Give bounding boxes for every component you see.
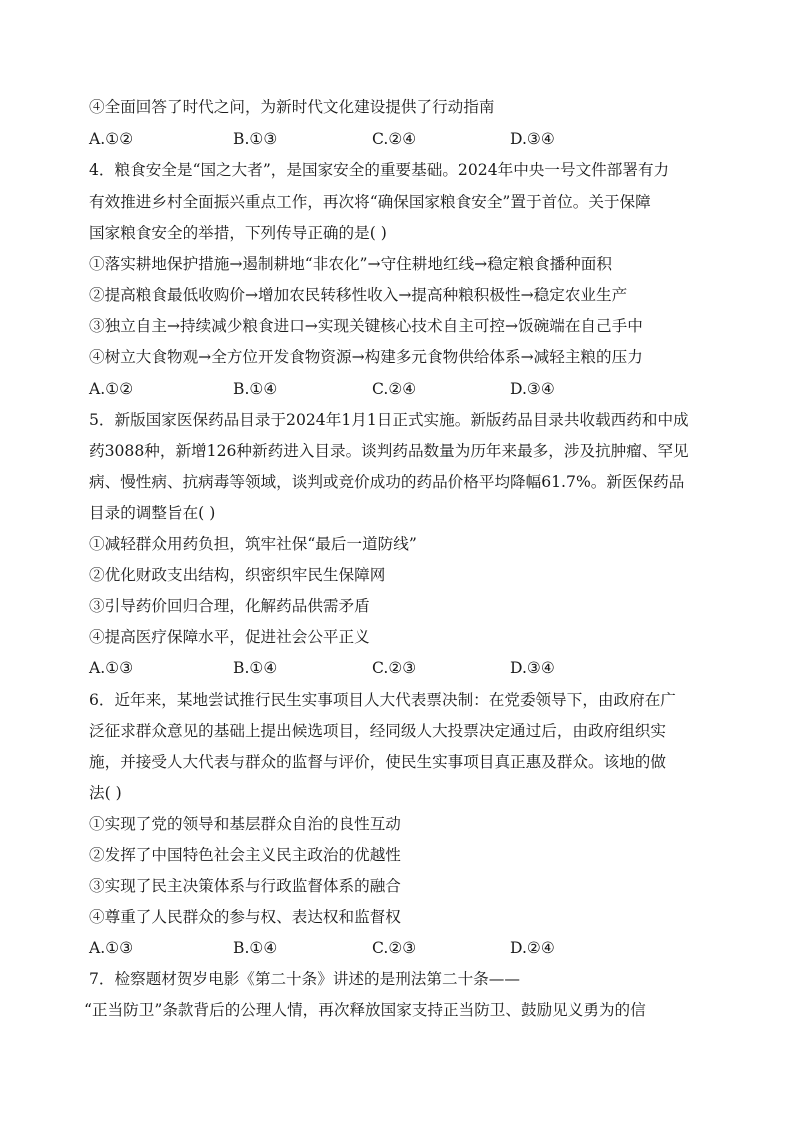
q6-item-2: ②发挥了中国特色社会主义民主政治的优越性	[89, 846, 401, 864]
q3-option-c: C.②④	[372, 130, 417, 148]
q7-stem-line-1: 7．检察题材贺岁电影《第二十条》讲述的是刑法第二十条——	[89, 970, 520, 988]
q5-stem-line-2: 药3088种，新增126种新药进入目录。谈判药品数量为历年来最多，涉及抗肿瘤、罕见	[89, 442, 689, 460]
q5-stem-line-3: 病、慢性病、抗病毒等领域，谈判或竞价成功的药品价格平均降幅61.7%。新医保药品	[89, 473, 685, 491]
q6-stem-line-1: 6．近年来，某地尝试推行民生实事项目人大代表票决制：在党委领导下，由政府在广	[89, 691, 676, 709]
q6-option-a: A.①③	[89, 939, 134, 957]
q6-item-3: ③实现了民主决策体系与行政监督体系的融合	[89, 877, 401, 895]
q6-option-c: C.②③	[372, 939, 417, 957]
q6-stem-line-2: 泛征求群众意见的基础上提出候选项目，经同级人大投票决定通过后，由政府组织实	[89, 722, 666, 740]
q5-option-d: D.③④	[510, 659, 555, 677]
q4-item-1: ①落实耕地保护措施→遏制耕地“非农化”→守住耕地红线→稳定粮食播种面积	[89, 255, 612, 273]
q4-option-b: B.①④	[233, 380, 278, 398]
q4-stem-line-3: 国家粮食安全的举措，下列传导正确的是( )	[89, 224, 387, 242]
q6-item-4: ④尊重了人民群众的参与权、表达权和监督权	[89, 908, 401, 926]
q6-options	[89, 938, 709, 958]
q4-option-c: C.②④	[372, 380, 417, 398]
q5-stem-line-4: 目录的调整旨在( )	[89, 504, 216, 522]
q4-option-d: D.③④	[510, 380, 555, 398]
q3-options	[89, 129, 709, 149]
q3-option-a: A.①②	[89, 130, 134, 148]
q4-options	[89, 379, 709, 399]
q6-stem-line-3: 施，并接受人大代表与群众的监督与评价，使民生实事项目真正惠及群众。该地的做	[89, 753, 666, 771]
q3-item-4: ④全面回答了时代之问，为新时代文化建设提供了行动指南	[89, 98, 495, 116]
q5-option-b: B.①④	[233, 659, 278, 677]
q3-option-d: D.③④	[510, 130, 555, 148]
q5-item-1: ①减轻群众用药负担，筑牢社保“最后一道防线”	[89, 535, 417, 553]
q4-item-3: ③独立自主→持续减少粮食进口→实现关键核心技术自主可控→饭碗端在自己手中	[89, 317, 643, 335]
q6-stem-line-4: 法( )	[89, 784, 122, 802]
q5-stem-line-1: 5．新版国家医保药品目录于2024年1月1日正式实施。新版药品目录共收载西药和中成	[89, 411, 689, 429]
q6-option-b: B.①④	[233, 939, 278, 957]
q5-item-2: ②优化财政支出结构，织密织牢民生保障网	[89, 566, 386, 584]
q5-option-a: A.①③	[89, 659, 134, 677]
q7-stem-line-2: “正当防卫”条款背后的公理人情，再次释放国家支持正当防卫、鼓励见义勇为的信	[84, 1001, 646, 1019]
q6-item-1: ①实现了党的领导和基层群众自治的良性互动	[89, 815, 401, 833]
q4-item-4: ④树立大食物观→全方位开发食物资源→构建多元食物供给体系→减轻主粮的压力	[89, 348, 643, 366]
q4-stem-line-1: 4．粮食安全是“国之大者”，是国家安全的重要基础。2024年中央一号文件部署有力	[89, 161, 670, 179]
q4-option-a: A.①②	[89, 380, 134, 398]
q6-option-d: D.②④	[510, 939, 555, 957]
q5-options	[89, 658, 709, 678]
q5-item-3: ③引导药价回归合理，化解药品供需矛盾	[89, 597, 370, 615]
q5-option-c: C.②③	[372, 659, 417, 677]
q5-item-4: ④提高医疗保障水平，促进社会公平正义	[89, 628, 370, 646]
q4-stem-line-2: 有效推进乡村全面振兴重点工作，再次将“确保国家粮食安全”置于首位。关于保障	[89, 193, 651, 211]
q4-item-2: ②提高粮食最低收购价→增加农民转移性收入→提高种粮积极性→稳定农业生产	[89, 286, 628, 304]
q3-option-b: B.①③	[233, 130, 278, 148]
